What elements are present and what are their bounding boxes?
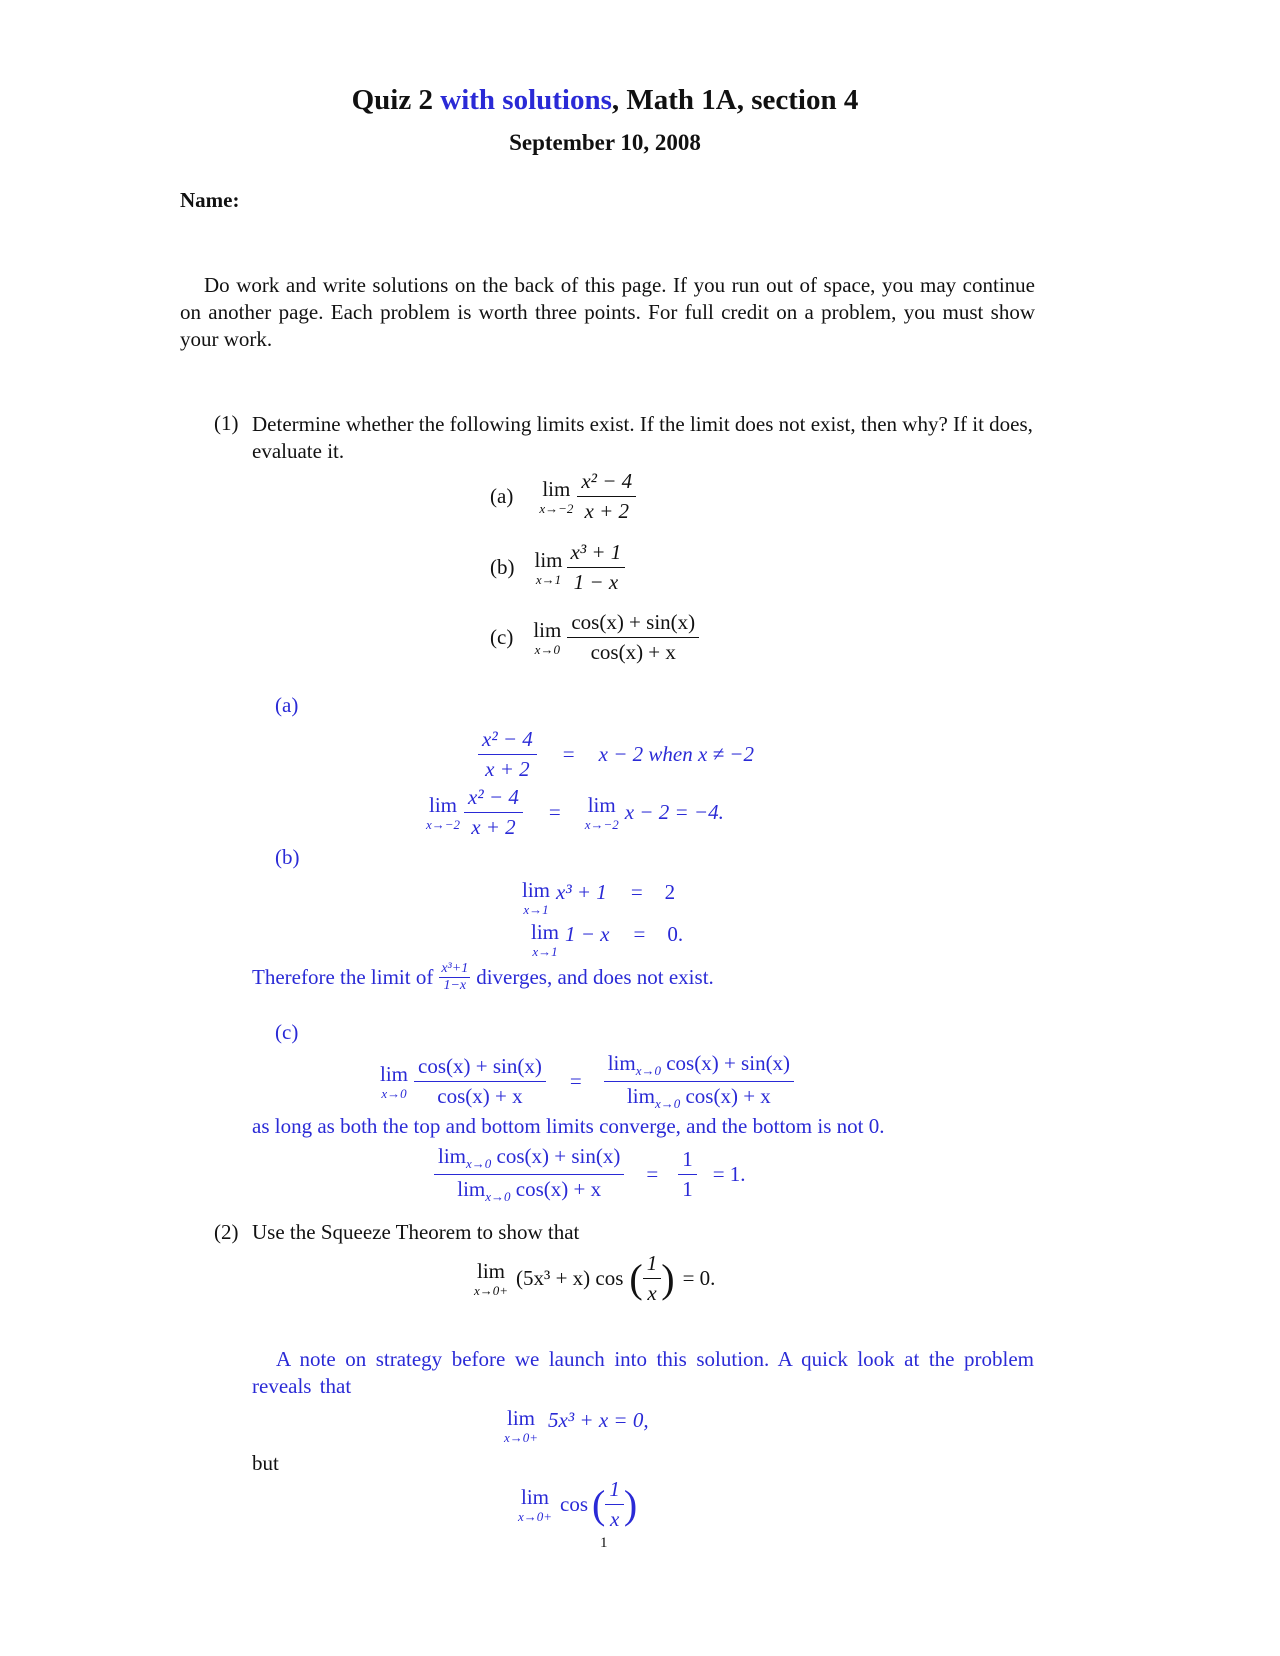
solution-a-rhs-1: x − 2 when x ≠ −2 — [598, 742, 754, 767]
solution-b-lhs-1: x³ + 1 — [556, 880, 607, 904]
name-label: Name: — [180, 188, 240, 212]
solution-b-lim-2: lim x→1 — [531, 920, 560, 959]
solution-c-label: (c) — [275, 1020, 299, 1044]
solution-b-small-fraction: x³+1 1−x — [441, 961, 469, 993]
problem2-right-paren: ) — [661, 1256, 675, 1302]
solution-a-rhs-2: x − 2 = −4. — [624, 800, 724, 825]
strategy-limit — [504, 1408, 649, 1444]
solution-c-result: = 1. — [712, 1162, 746, 1187]
solution-a-label: (a) — [275, 693, 299, 717]
part-c-fraction: $\frac{\cos(x) + \sin(x)}{\cos(x) + x}$ — [567, 611, 699, 664]
page-title — [0, 84, 1210, 117]
part-b-label: (b) — [490, 555, 515, 580]
problem1-part-c — [490, 611, 699, 664]
strategy-but: but — [252, 1451, 279, 1475]
part-a-lim: lim x→−2 — [539, 476, 574, 516]
strategy-inner-fraction: $\frac{1}{x}$ — [605, 1478, 624, 1531]
solution-c-note: as long as both the top and bottom limits converge, and the bottom is not 0. — [252, 1114, 885, 1138]
solution-c-line1: lim x→0 $\frac{\cos(x) + \sin(x)}{\cos(x) + x}$ = $\frac{\lim_{x\to 0} \cos(x) + \sin(x)}{\lim_{x\to 0} \cos(x) + x}$ — [380, 1052, 794, 1112]
solution-b-conclusion: Therefore the limit of x³+1 1−x diverges, and does not exist. — [252, 961, 714, 993]
problem2-limit — [474, 1252, 715, 1305]
solution-a-fraction-2: $\frac{\text{x² − 4}}{x + 2}$ — [464, 786, 523, 839]
solution-b-lhs-2: 1 − x — [565, 922, 610, 946]
solution-c-one-fraction: $\frac{1}{1}$ — [678, 1148, 697, 1201]
solution-b-rhs-2: 0. — [667, 922, 684, 946]
solution-a-fraction-1: $\frac{\text{x² − 4}}{x + 2}$ — [478, 728, 537, 781]
part-a-fraction: $\frac{\text{x² − 4}}{x + 2}$ — [577, 470, 636, 523]
solution-b-rhs-1: 2 — [664, 880, 676, 904]
part-c-label: (c) — [490, 625, 514, 650]
problem2-text: Use the Squeeze Theorem to show that — [252, 1220, 580, 1244]
problem2-label: (2) — [214, 1220, 239, 1244]
solution-b-label: (b) — [275, 845, 300, 869]
strategy-limit2 — [518, 1478, 637, 1531]
solution-a-line1: $\frac{\text{x² − 4}}{x + 2}$ = x − 2 when x ≠ −2 — [478, 728, 754, 781]
solution-b-lim-1: lim x→1 — [522, 878, 551, 917]
solution-c-rhs-fraction: $\frac{\lim_{x\to 0} \cos(x) + \sin(x)}{\lim_{x\to 0} \cos(x) + x}$ — [604, 1052, 794, 1112]
solution-a-lim-1: lim x→−2 — [426, 792, 461, 832]
title-with-solutions: with solutions — [440, 84, 612, 116]
strategy-lim2: lim x→0+ — [518, 1484, 553, 1524]
solution-b-line2: lim x→1 1 − x = 0. — [531, 920, 684, 959]
problem1-label: (1) — [214, 411, 239, 435]
page-number: 1 — [600, 1535, 608, 1551]
problem2-equals: = 0. — [682, 1266, 716, 1291]
strategy-right-paren: ) — [623, 1482, 638, 1528]
solution-b-line1: lim x→1 x³ + 1 = 2 — [522, 878, 676, 917]
problem2-expr: (5x³ + x) cos — [516, 1266, 624, 1291]
problem1-text: Determine whether the following limits exist. If the limit does not exist, then why? If it does, evaluate it. — [252, 412, 1033, 463]
problem2-lim: lim x→0+ — [474, 1258, 509, 1298]
solution-a-line2: lim x→−2 $\frac{\text{x² − 4}}{x + 2}$ = lim x→−2 x − 2 = −4. — [426, 785, 724, 840]
part-a-label: (a) — [490, 484, 514, 509]
strategy-lim: lim x→0+ — [504, 1406, 539, 1445]
problem2-left-paren: ( — [629, 1256, 643, 1302]
problem1-part-a — [490, 470, 636, 523]
title-quiz: Quiz 2 — [351, 84, 433, 116]
problem1-part-b — [490, 541, 625, 594]
solution-a-lim-2: lim x→−2 — [584, 792, 619, 832]
page-date: September 10, 2008 — [509, 130, 701, 155]
strategy-left-paren: ( — [592, 1482, 606, 1528]
strategy-cos: cos — [560, 1492, 589, 1517]
title-course: , Math 1A, section 4 — [611, 84, 859, 116]
solution-c-lim: lim x→0 — [380, 1061, 409, 1101]
solution-c-line2: $\frac{\lim_{x\to 0} \cos(x) + \sin(x)}{\lim_{x\to 0} \cos(x) + x}$ = $\frac{1}{1}$ = 1. — [434, 1145, 746, 1205]
solution-c-fraction: $\frac{\cos(x) + \sin(x)}{\cos(x) + x}$ — [414, 1055, 546, 1108]
part-b-lim: lim x→1 — [534, 547, 563, 587]
strategy-text: A note on strategy before we launch into this solution. A quick look at the problem reveals that — [252, 1347, 1034, 1398]
instructions: Do work and write solutions on the back of this page. If you run out of space, you may continue on another page. Each problem is worth three points. For full credit on a problem, you must show your work. — [180, 273, 1035, 351]
problem2-inner-fraction: $\frac{1}{x}$ — [643, 1252, 662, 1305]
part-b-fraction: $\frac{\text{x³ + 1}}{1 - x}$ — [567, 541, 626, 594]
part-c-lim: lim x→0 — [533, 617, 562, 657]
solution-c-lim-fraction: $\frac{\lim_{x\to 0} \cos(x) + \sin(x)}{\lim_{x\to 0} \cos(x) + x}$ — [434, 1145, 624, 1205]
strategy-limit-expr: 5x³ + x = 0, — [548, 1408, 649, 1432]
